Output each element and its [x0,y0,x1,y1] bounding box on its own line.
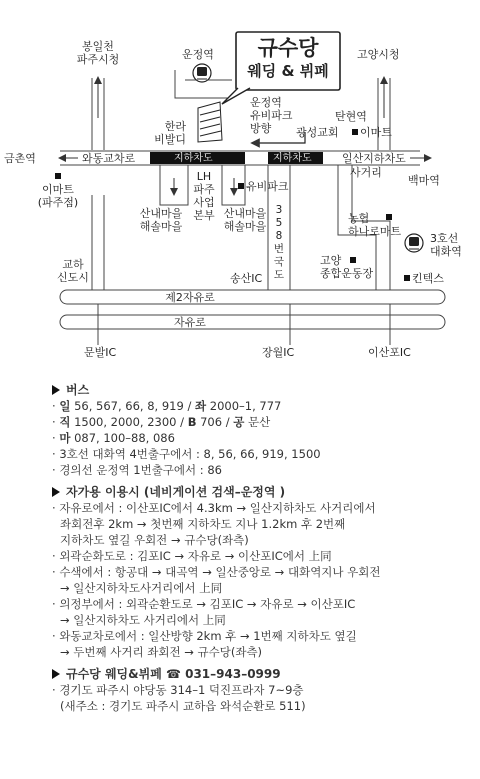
triangle-bullet-icon [52,669,60,679]
poi-marker [238,183,244,189]
label-munbal-ic: 문발IC [84,346,117,359]
label-lh-paju: LH 파주 사업 본부 [193,170,215,222]
label-hanra-villa: 한라 비발디 [154,120,186,146]
label-sannae-left: 산내마을 해솔마을 [139,207,183,233]
destination-title: 규수당 [257,36,319,60]
label-unjeong-ubipark: 운정역 유비파크 방향 [250,96,293,135]
directions-info [52,378,472,720]
address-line: · 경기도 파주시 야당동 314–1 덕진프라자 7~9층 [52,683,304,697]
stadium-marker [350,257,356,263]
car-line: · 외곽순화도로 : 김포IC → 자유로 → 이산포IC에서 上同 [52,549,332,563]
poi-marker [404,275,410,281]
label-bongilcheon: 봉일천 [82,40,114,53]
label-kintex: 킨텍스 [402,272,444,285]
label-geumchon-station: 금촌역 [4,152,36,165]
label-sannae-right: 산내마을 해솔마을 [223,207,267,233]
car-line: · 의정부에서 : 외곽순환도로 → 김포IC → 자유로 → 이산포IC [52,597,356,611]
poi-marker [55,173,61,179]
bus-line: · 마 087, 100–88, 086 [52,431,175,445]
destination-subtitle: 웨딩 & 뷔페 [247,62,329,80]
car-line: → 일산지하차도 사거리에서 上同 [60,613,226,627]
bus-line: · 직 1500, 2000, 2300 / B 706 / 공 문산 [52,415,271,429]
label-unjeong-station: 운정역 [182,48,214,61]
train-icon-unjeong [193,64,211,82]
contact-heading: 규수당 웨딩&뷔페 ☎ 031–943–0999 [52,666,472,682]
label-isanpo-ic: 이산포IC [368,346,411,359]
label-national-road: 3 5 8 번 국 도 [273,204,285,281]
label-wadong-bridge: 와동교차로 [82,152,136,165]
label-emart: 이마트 [350,126,392,139]
bus-line: · 경의선 운정역 1번출구에서 : 86 [52,463,222,477]
contact-section [52,666,472,714]
label-ubipark: 유비파크 [236,180,289,193]
label-nonghyup: 농협 하나로마트 [348,212,402,238]
car-line: 지하차도 옆길 우회전 → 규수당(좌측) [60,533,249,547]
triangle-bullet-icon [52,385,60,395]
bus-line: · 3호선 대화역 4번출구에서 : 8, 56, 66, 919, 1500 [52,447,321,461]
building-icon [198,102,222,142]
label-ilsan-underpass: 일산지하차도 [342,152,406,165]
label-paju-city-hall: 파주시청 [76,53,120,66]
label-tanhyeon-station: 탄현역 [335,110,367,123]
car-line: · 와동교차로에서 : 일산방향 2km 후 → 1번째 지하차도 옆길 [52,629,357,643]
label-emart-paju: 이마트 (파주점) [28,170,88,209]
label-gyoha: 교하 신도시 [57,258,89,284]
label-road-2nd: 제2자유로 [165,291,215,304]
car-line: · 수색에서 : 항공대 → 대곡역 → 일산중앙로 → 대화역지나 우회전 [52,565,381,579]
car-line: → 일산지하차도사거리에서 上同 [60,581,223,595]
car-line: 좌회전후 2km → 첫번째 지하차도 지나 1.2km 후 2번째 [60,517,346,531]
label-underpass-1: 지하차도 [174,153,213,164]
car-section [52,484,472,660]
bus-section [52,382,472,478]
label-gwangseong-church: 광성교회 [296,126,339,139]
label-road-free: 자유로 [174,316,206,329]
bus-heading: 버스 [52,382,472,398]
address-line: (새주소 : 경기도 파주시 교하읍 와석순환로 511) [60,699,306,713]
label-songsan-ic: 송산IC [230,272,263,285]
label-baekma-station: 백마역 [408,174,440,187]
triangle-bullet-icon [52,487,60,497]
car-line: → 두번째 사거리 좌회전 → 규수당(좌측) [60,645,263,659]
car-line: · 자유로에서 : 이산포IC에서 4.3km → 일산지하차도 사거리에서 [52,501,376,515]
label-jangwol-ic: 장월IC [262,346,295,359]
car-heading: 자가용 이용시 (네비게이션 검색–운정역 ) [52,484,472,500]
label-daehwa-station: 3호선 대화역 [430,232,462,258]
label-goyang-city-hall: 고양시청 [357,48,400,61]
bus-line: · 일 56, 567, 66, 8, 919 / 좌 2000–1, 777 [52,399,282,413]
train-icon-daehwa [405,234,423,252]
nonghyup-marker [386,214,392,220]
label-crossroad: 사거리 [350,166,382,179]
label-underpass-2: 지하차도 [273,153,312,164]
location-map [0,0,480,375]
label-goyang-stadium: 고양 종합운동장 [320,254,374,280]
poi-marker [352,129,358,135]
